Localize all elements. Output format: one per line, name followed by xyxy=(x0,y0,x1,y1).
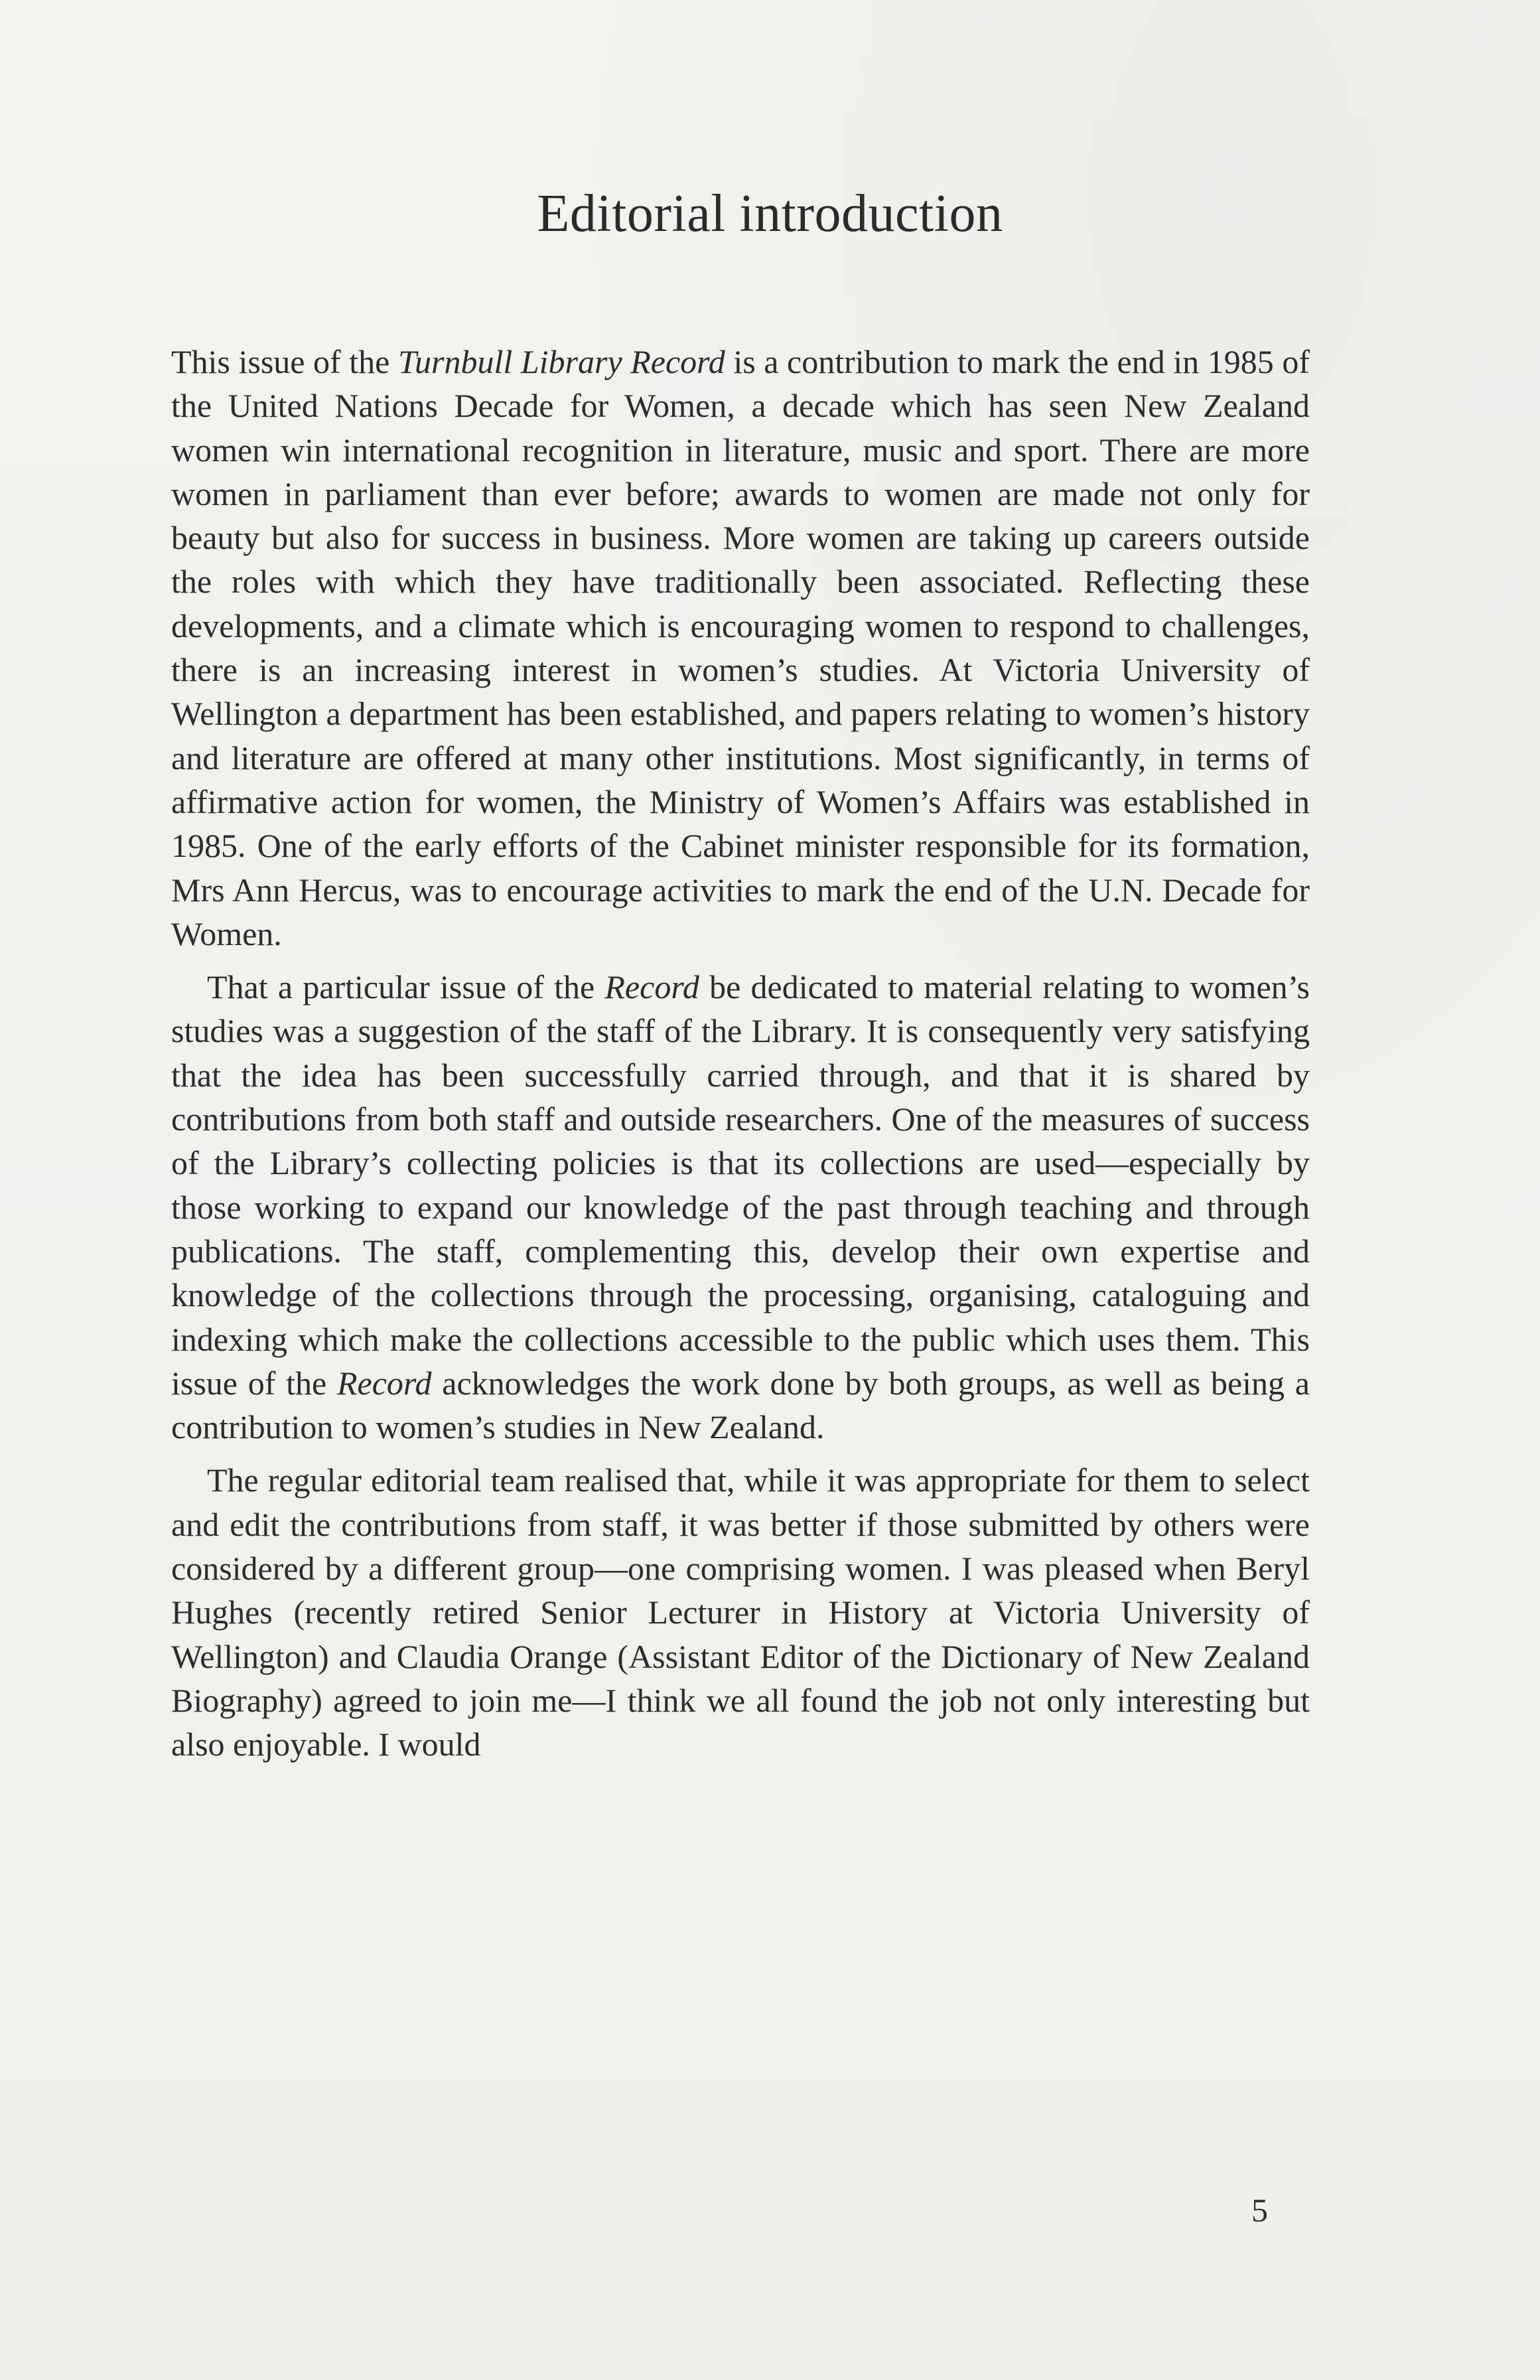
paragraph-2-text: That a particular issue of the xyxy=(207,968,605,1006)
paragraph-2-text: be dedicated to material relating to women’s studies was a suggestion of the staff of the Library. It is consequently very satisfying that the idea has been successfully carried through, and that it is shared by contributions from both staff and outside researchers. One of the measures of success of the Library’s collecting policies is that its collections are used—especially by those working to expand our knowledge of the past through teaching and through publications. The staff, complementing this, develop their own expertise and knowledge of the collections through the processing, organising, cataloguing and indexing which make the collections accessible to the public which uses them. This issue of the xyxy=(171,968,1310,1402)
paragraph-1-text: is a contribution to mark the end in 1985 of the United Nations Decade for Women, a decade which has seen New Zealand women win international recognition in literature, music and sport. There are more women in parliament than ever before; awards to women are made not only for beauty but also for success in business. More women are taking up careers outside the roles with which they have traditionally been associated. Reflecting these developments, and a climate which is encouraging women to respond to challenges, there is an increasing interest in women’s studies. At Victoria University of Wellington a department has been established, and papers relating to women’s history and literature are offered at many other institutions. Most significantly, in terms of affirmative action for women, the Ministry of Women’s Affairs was established in 1985. One of the early efforts of the Cabinet minister responsible for its formation, Mrs Ann Hercus, was to encourage activities to mark the end of the U.N. Decade for Women. xyxy=(171,343,1310,952)
paragraph-2-text: acknowledges the work done by both groups, as well as being a contribution to women’s studies in New Zealand. xyxy=(171,1364,1310,1446)
paragraph-3-text: The regular editorial team realised that, while it was appropriate for them to select and edit the contributions from staff, it was better if those submitted by others were considered by a different group—one comprising women. I was pleased when Beryl Hughes (recently retired Senior Lecturer in History at Victoria University of Wellington) and Claudia Orange (Assistant Editor of the Dictionary of New Zealand Biography) agreed to join me—I think we all found the job not only interesting but also enjoyable. I would xyxy=(171,1461,1310,1763)
publication-title: Record xyxy=(337,1364,432,1402)
page-title: Editorial introduction xyxy=(537,185,1003,243)
publication-title: Turnbull Library Record xyxy=(397,343,725,380)
paragraph-3 xyxy=(171,1458,1310,1766)
publication-title: Record xyxy=(604,968,699,1006)
paragraph-2 xyxy=(171,965,1310,1449)
paragraph-1 xyxy=(171,340,1310,956)
article-body xyxy=(171,340,1310,1776)
paragraph-1-text: This issue of the xyxy=(171,343,398,380)
page-number: 5 xyxy=(1251,2192,1268,2229)
